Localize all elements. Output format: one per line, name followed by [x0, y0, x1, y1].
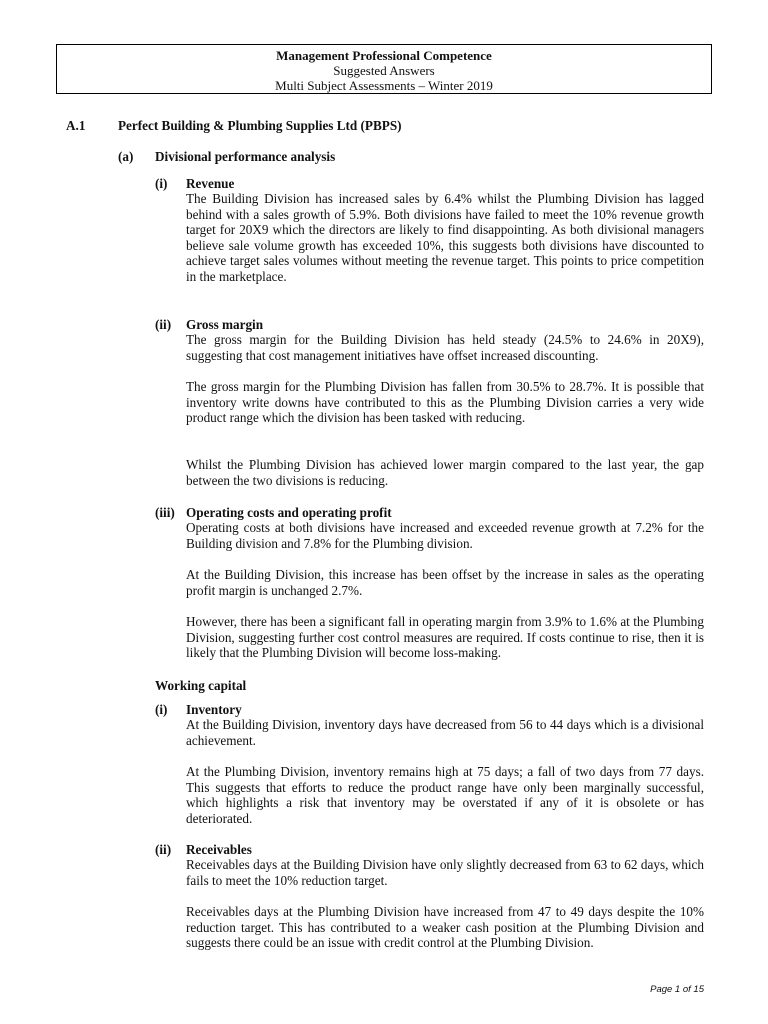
- inventory-heading: Inventory: [186, 702, 242, 717]
- operating-heading: Operating costs and operating profit: [186, 505, 392, 520]
- revenue-number: (i): [155, 176, 168, 191]
- operating-paragraph-2: At the Building Division, this increase has been offset by the increase in sales as the operating profit margin is unchanged 2.7%.: [186, 567, 704, 598]
- revenue-heading: Revenue: [186, 176, 235, 191]
- gross-margin-heading: Gross margin: [186, 317, 264, 332]
- part-title: Divisional performance analysis: [155, 149, 336, 164]
- header-title: Management Professional Competence: [276, 48, 492, 63]
- document-header: [56, 44, 712, 94]
- question-number: A.1: [66, 118, 86, 133]
- header-subtitle: Suggested Answers: [333, 63, 435, 78]
- inventory-paragraph-1: At the Building Division, inventory days have decreased from 56 to 44 days which is a divisional achievement.: [186, 717, 704, 748]
- inventory-paragraph-2: At the Plumbing Division, inventory remains high at 75 days; a fall of two days from 77 days. This suggests that efforts to reduce the product range have only been marginally successful, which highlights a risk that inventory may be overstated if any of it is obsolete or has deteriorated.: [186, 764, 704, 826]
- operating-paragraph-1: Operating costs at both divisions have increased and exceeded revenue growth at 7.2% for the Building division and 7.8% for the Plumbing division.: [186, 520, 704, 551]
- gross-margin-paragraph-3: Whilst the Plumbing Division has achieved lower margin compared to the last year, the gap between the two divisions is reducing.: [186, 457, 704, 488]
- operating-number: (iii): [155, 505, 175, 520]
- gross-margin-paragraph-1: The gross margin for the Building Division has held steady (24.5% to 24.6% in 20X9), suggesting that cost management initiatives have offset increased discounting.: [186, 332, 704, 363]
- receivables-paragraph-1: Receivables days at the Building Division have only slightly decreased from 63 to 62 days, which fails to meet the 10% reduction target.: [186, 857, 704, 888]
- receivables-paragraph-2: Receivables days at the Plumbing Division have increased from 47 to 49 days despite the 10% reduction target. This has contributed to a weaker cash position at the Plumbing Division and suggests there could be an issue with credit control at the Plumbing Division.: [186, 904, 704, 951]
- operating-paragraph-3: However, there has been a significant fall in operating margin from 3.9% to 1.6% at the Plumbing Division, suggesting further cost control measures are required. If costs continue to rise, then it is likely that the Plumbing Division will become loss-making.: [186, 614, 704, 661]
- page-number: Page 1 of 15: [650, 984, 704, 995]
- revenue-paragraph: The Building Division has increased sales by 6.4% whilst the Plumbing Division has lagged behind with a sales growth of 5.9%. Both divisions have failed to meet the 10% revenue growth target for 20X9 which the directors are likely to find disappointing. As both divisional managers believe sale volume growth has exceeded 10%, this suggests both divisions have discounted to achieve target sales volumes without meeting the revenue target. This points to price competition in the marketplace.: [186, 191, 704, 284]
- part-label: (a): [118, 149, 134, 164]
- receivables-number: (ii): [155, 842, 172, 857]
- working-capital-heading: Working capital: [155, 678, 247, 693]
- inventory-number: (i): [155, 702, 168, 717]
- header-session: Multi Subject Assessments – Winter 2019: [275, 78, 493, 93]
- question-title: Perfect Building & Plumbing Supplies Ltd (PBPS): [118, 118, 402, 133]
- gross-margin-number: (ii): [155, 317, 172, 332]
- receivables-heading: Receivables: [186, 842, 252, 857]
- gross-margin-paragraph-2: The gross margin for the Plumbing Division has fallen from 30.5% to 28.7%. It is possible that inventory write downs have contributed to this as the Plumbing Division carries a very wide product range which the division has been tasked with reducing.: [186, 379, 704, 426]
